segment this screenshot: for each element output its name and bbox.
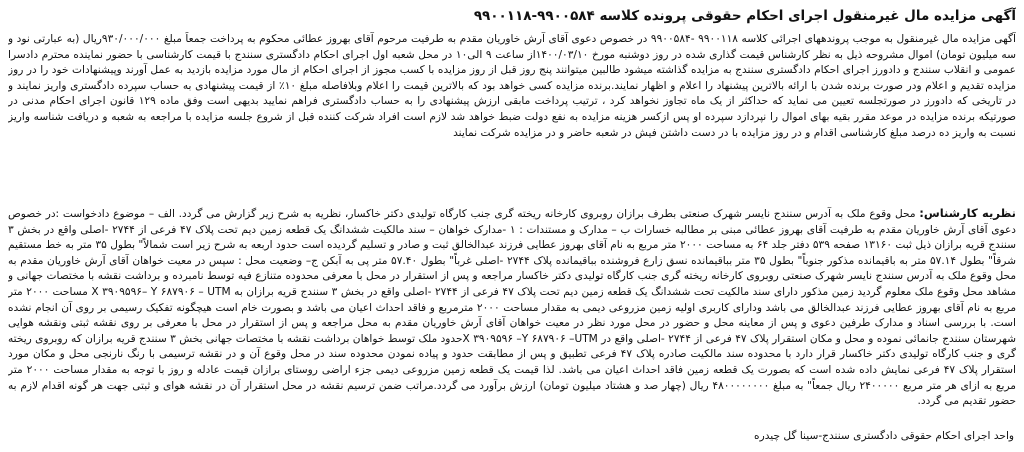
- expert-opinion-paragraph: [8, 206, 1016, 422]
- auction-notice-paragraph: آگهی مزایده مال غیرمنقول به موجب پروندههای اجرائی کلاسه ۹۹۰۰۱۱۸ -۹۹۰۰۵۸۴ در خصوص دعوی آقای آرش خاوریان مقدم به طرفیت مرحوم آقای بهروز عطائی محکوم به پرداخت جمعاً مبلغ ۹۳۰/۰۰۰/۰۰۰ریال (به عبارتی نود و سه میلیون تومان) اموال مشروحه ذیل به نظر کارشناس قیمت گذاری شده در روز دوشنبه مورخ ۱۴۰۰/۰۳/۱۰از ساعت ۹ الی۱۰ در محل شعبه اول اجرای احکام دادگستری سنندج با قیمت کارشناسی با حضور نماینده محترم دادسرا عمومی و انقلاب سنندج و دادورز اجرای احکام دادگستری سنندج به مزایده گذاشته میشود طالبین میتوانند پنج روز قبل از روز مزایده با کسب مجوز از اجرای احکام از مال مورد مزایده بازدید به عمل آورند وپیشنهادات خود را در روز مزایده تقدیم و اعلام ودر صورت برنده شدن با ارائه بالاترین پیشنهاد را اعلام و اظهار نمایند.برنده مزایده کسی خواهد بود که بالاترین قیمت را اعلام وبلافاصله مبلغ ۱۰٪ از قیمت پیشنهادی به حساب سپرده دادگستری واریز نمایند و در تاریخی که دادورز در صورتجلسه تعیین می نماید که حداکثر از یک ماه تجاوز نخواهد کرد ، ترتیب پرداخت مابقی ارزش پیشنهادی را به حساب دادگستری فراهم نمایید بدیهی است وفق ماده ۱۲۹ قانون اجرای احکام مدنی در صورتیکه برنده مزایده در موعد مقرر بقیه بهای اموال را نپردازد سپرده او پس ازکسر هزینه مزایده به نفع دولت ضبط خواهد شد لازم است افراد شرکت کننده قبل از شروع جلسه مزایده با مراجعه به شعبه و دریافت شناسه واریز نسبت به واریز ده درصد مبلغ کارشناسی اقدام و در روز مزایده با در دست داشتن فیش در شعبه حاضر و در مزایده شرکت نمایند: [8, 33, 1016, 139]
- expert-opinion-text: محل وقوع ملک به آدرس سنندج نایسر شهرک صنعتی بطرف برازان روبروی کارخانه ریخته گری جنب کارگاه تولیدی دکتر خاکسار، نظریه به شرح زیر گزارش می گردد. الف – موضوع دادخواست :در خصوص دعوی آقای آرش خاوریان مقدم به طرفیت آقای بهروز عطائی مبنی بر مطالبه خسارات ب – مدارک و مستندات : ۱ -مدارک خواهان – سند مالکیت ششدانگ یک قطعه زمین دیم تحت پلاک ۴۷ فرعی از ۲۷۴۴ -اصلی واقع در بخش ۳ سنندج قریه برازان ذیل ثبت ۱۳۱۶۰ صفحه ۵۳۹ دفتر جلد ۶۴ به مساحت ۲۰۰۰ متر مربع به نام آقای بهروز عطایی فرزند عبدالخالق ثبت و صادر و تسلیم گردیده است حدود اربعه به شرح زیر است شمالاً" بطول ۳۵ متر به خط مستقیم شرقاً" بطول ۵۷.۱۴ متر به باقیمانده مذکور جنوباً" بطول ۳۵ متر بباقیمانده نسق زارع فروشنده بباقیمانده پلاک ۲۷۴۴ -اصلی غرباً" بطول ۵۷.۴۰ متر پی به آبکن ج– وضعیت محل : سپس در معیت خواهان آقای آرش خاوریان مقدم به محل وقوع ملک به آدرس سنندج نایسر شهرک صنعتی روبروی کارخانه ریخته گری جنب کارگاه تولیدی دکتر خاکسار مراجعه و پس از استقرار در محل با معرفی محدوده متنازع فیه توسط نامبرده و برداشت نقشه با مختصات جهانی و مشاهد محل وقوع ملک معلوم گردید زمین مذکور دارای سند مالکیت تحت ششدانگ یک قطعه زمین دیم تحت پلاک ۴۷ فرعی از ۲۷۴۴ -اصلی واقع در بخش ۳ سنندج قریه برازان به X ۳۹۰۹۵۹۶– Y ۶۸۷۹۰۶ – UTM مساحت ۲۰۰۰ متر مربع به نام آقای بهروز عطایی فرزند عبدالخالق می باشد ودارای کاربری اولیه زمین مزروعی دیمی به مقدار مساحت ۲۰۰۰ مترمربع و فاقد احداث اعیان می باشد و بصورت خام است هیچگونه تفکیک رسیمی بر روی آن انجام نشده است. با بررسی اسناد و مدارک طرفین دعوی و پس از معاینه محل و حضور در محل مورد نظر در معیت خواهان آقای آرش خاوریان مقدم به محل مراجعه و پس از استقرار در محل با معرفی بر روی نقشه ثبتی ونقشه هوایی شهرستان سنندج جانمائی نموده و محل و مکان استقرار پلاک ۴۷ فرعی از ۲۷۴۴ -اصلی واقع در X ۳۹۰۹۵۹۶ –Y ۶۸۷۹۰۶ –UTMحدود ملک توسط خواهان برداشت نقشه با مختصات جهانی بخش ۳ سنندج قریه برازان که روبروی ریخته گری و جنب کارگاه تولیدی دکتر خاکسار قرار دارد با محدوده سند مالکیت صادره پلاک ۴۷ فرعی تطبیق و پس از مطابقت حدود و پیاده نمودن محدوده سند در محل وقوع آن و در نقشه ترسیمی با رنگ نارنجی محل و مکان مورد استقرار پلاک ۴۷ فرعی نمایش داده شده است که بصورت یک قطعه زمین فاقد احداث اعیان می باشد. لذا قیمت یک قطعه زمین مزروعی دیمی جزء اراضی روستای برازان قیمت عادله و روز با توجه به مقدار مساحت ۲۰۰۰ متر مربع به ازای هر متر مربع ۲۴۰۰۰۰۰ ریال جمعاً" به مبلغ ۴۸۰۰۰۰۰۰۰۰ ریال (چهار صد و هشتاد میلیون تومان) ارزش برآورد می گردد.مراتب ضمن ترسیم نقشه در محل استقرار آن در نقشه هوای و ثبتی جهت هر گونه اقدام لازم به حضور تقدیم می گردد.: [8, 208, 1016, 408]
- expert-opinion-label: نظریه کارشناس:: [919, 206, 1016, 220]
- notice-title: آگهی مزایده مال غیرمنقول اجرای احکام حقوقی پرونده کلاسه ۹۹۰۰۵۸۴-۹۹۰۰۱۱۸: [473, 8, 1016, 24]
- issuer-signature: واحد اجرای احکام حقوقی دادگستری سنندج-سینا گل چیدره: [754, 430, 1014, 442]
